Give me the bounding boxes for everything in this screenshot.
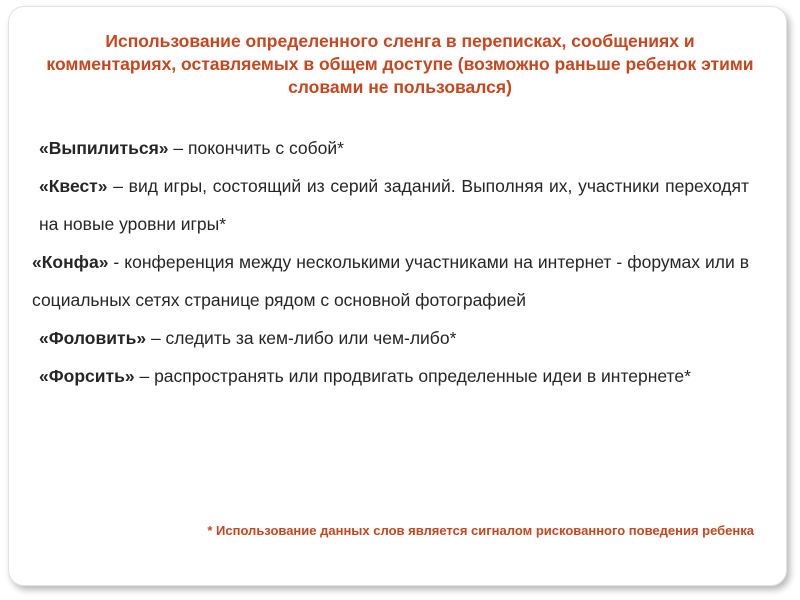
slang-entry (32, 243, 749, 319)
slang-definition: – вид игры, состоящий из серий заданий. Выполняя их, участники переходят на новые уровни игры* (39, 176, 749, 234)
slang-term: «Конфа» (32, 252, 109, 272)
slang-definition: - конференция между несколькими участниками на интернет - форумах или в социальных сетях странице рядом с основной фотографией (32, 252, 749, 310)
slang-definition: – следить за кем-либо или чем-либо* (146, 328, 457, 348)
slang-entry (32, 357, 749, 395)
slang-term: «Квест» (39, 176, 108, 196)
slide-heading: Использование определенного сленга в переписках, сообщениях и комментариях, оставляемых в общем доступе (возможно раньше ребенок этими словами не пользовался) (46, 31, 754, 97)
slang-entry (32, 129, 749, 167)
footnote: * Использование данных слов является сигналом рискованного поведения ребенка (207, 523, 754, 538)
slang-term: «Форсить» (39, 366, 135, 386)
slang-list (32, 129, 749, 395)
slang-definition: – покончить с собой* (168, 138, 344, 158)
slang-definition: – распространять или продвигать определенные идеи в интернете* (134, 366, 691, 386)
slang-entry (32, 167, 749, 243)
slang-term: «Фоловить» (39, 328, 147, 348)
slang-term: «Выпилиться» (39, 138, 169, 158)
slang-entry (32, 319, 749, 357)
